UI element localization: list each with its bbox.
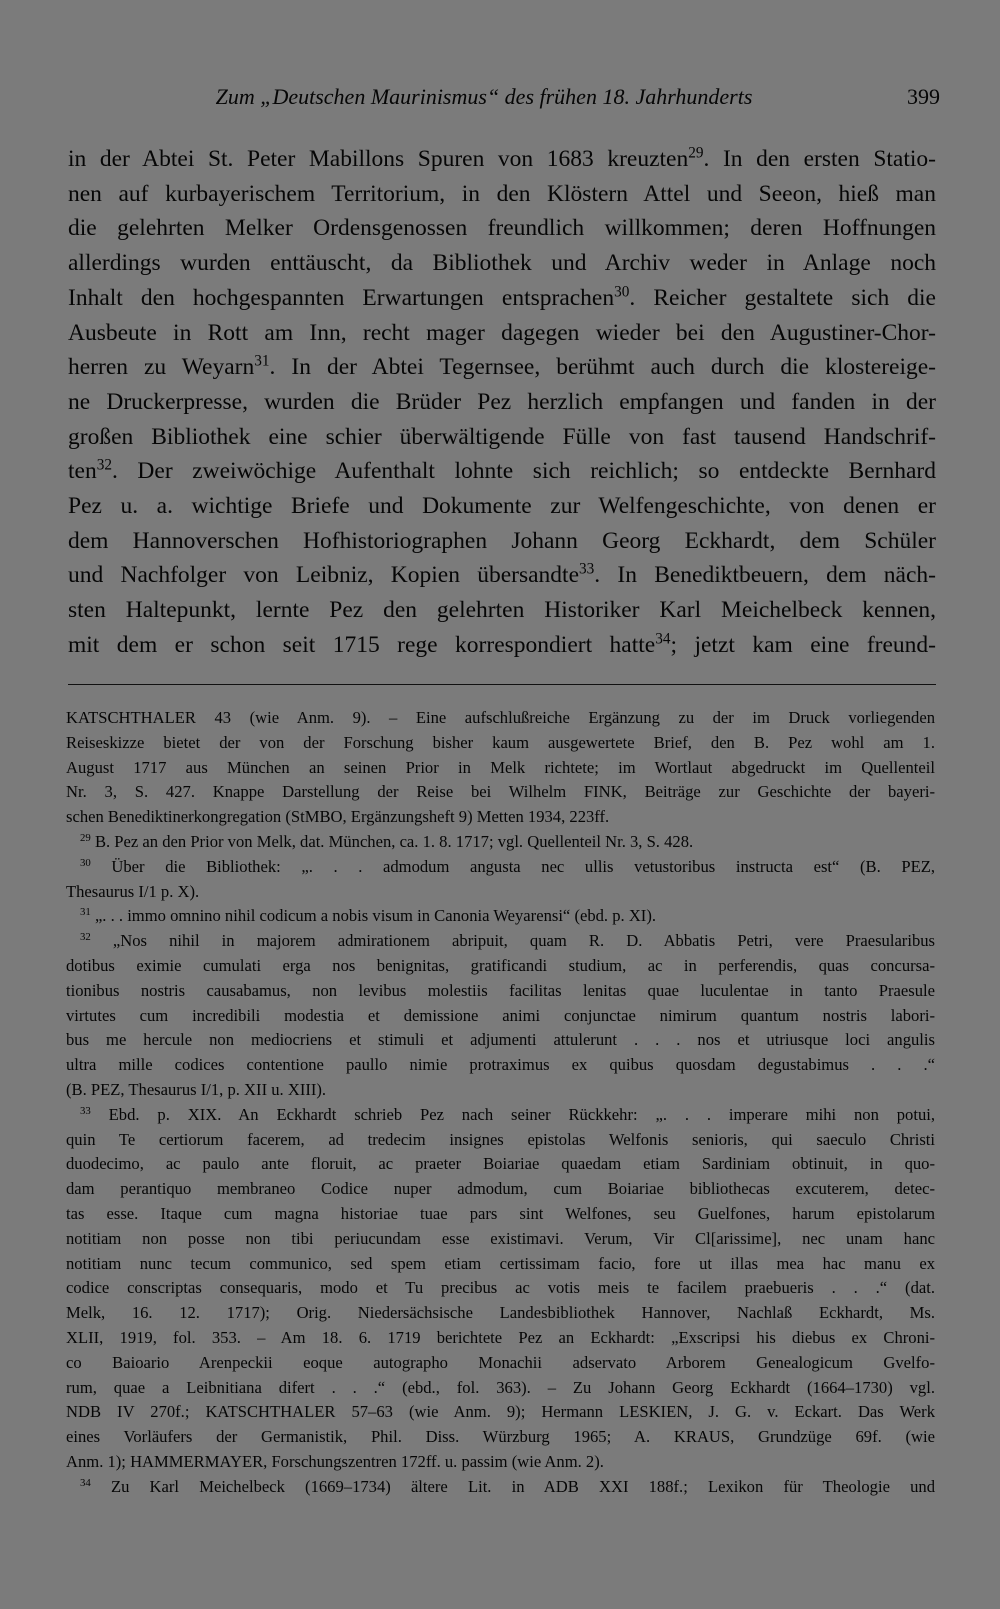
footnote-line <box>66 1078 935 1103</box>
footnote-text: schen Benediktinerkongregation (StMBO, Ergänzungsheft 9) Metten 1934, 223ff. <box>66 807 610 827</box>
footnote-line <box>66 1301 935 1326</box>
body-text-segment: in der Abtei St. Peter Mabillons Spuren von 1683 kreuzten <box>68 146 689 172</box>
footnote-text: XLII, 1919, fol. 353. – Am 18. 6. 1719 berichtete Pez an Eckhardt: „Exscripsi his diebus ex Chroni- <box>66 1328 935 1347</box>
footnote-line <box>66 805 935 830</box>
footnote-line <box>66 1376 935 1401</box>
footnote-marker[interactable]: 32 <box>96 456 112 474</box>
body-text-segment: . Reicher gestaltete sich die <box>629 284 936 311</box>
body-line <box>68 420 936 454</box>
footnote-number: 33 <box>80 1104 91 1117</box>
body-line <box>68 558 936 592</box>
footnote-line <box>66 1326 935 1351</box>
footnote-number: 34 <box>80 1476 91 1489</box>
footnote-line <box>80 1475 935 1500</box>
footnote-line <box>80 929 935 954</box>
footnote-text: „. . . immo omnino nihil codicum a nobis visum in Canonia Weyarensi“ (ebd. p. XI). <box>94 906 657 926</box>
body-text-segment: die gelehrten Melker Ordensgenossen freundlich willkommen; deren Hoffnungen <box>68 215 936 242</box>
footnote-text: Ebd. p. XIX. An Eckhardt schrieb Pez nach seiner Rückkehr: „. . . imperare mihi non potui, <box>108 1104 935 1124</box>
footnote-marker[interactable]: 29 <box>688 144 704 162</box>
footnote-line <box>80 855 935 880</box>
footnote-text: August 1717 aus München an seinen Prior in Melk richtete; im Wortlaut abgedruckt im Quellenteil <box>66 757 935 777</box>
body-text-segment: dem Hannoverschen Hofhistoriographen Johann Georg Eckhardt, dem Schüler <box>68 527 936 554</box>
footnote-marker[interactable]: 34 <box>655 630 671 648</box>
body-line <box>68 316 936 350</box>
footnote-number: 29 <box>80 832 91 845</box>
footnote-text: virtutes cum incredibili modestia et demissione animi conjunctae nimirum quantum nostris labori- <box>66 1005 935 1025</box>
body-text-segment: allerdings wurden enttäuscht, da Bibliothek und Archiv weder in Anlage noch <box>68 250 936 277</box>
footnote-text: quin Te certiorum facerem, ad tredecim insignes epistolas Welfonis senioris, qui saeculo Christi <box>66 1129 935 1149</box>
footnote-text: Thesaurus I/1 p. X). <box>66 881 200 901</box>
footnote-text: Über die Bibliothek: „. . . admodum angusta nec ullis vetustoribus instructa est“ (B. PEZ, <box>111 856 936 876</box>
body-line <box>68 281 936 315</box>
footnote-text: „Nos nihil in majorem admirationem abripuit, quam R. D. Abbatis Petri, vere Praesularibus <box>112 931 935 951</box>
footnote-number: 31 <box>80 906 91 919</box>
footnote-text: Anm. 1); HAMMERMAYER, Forschungszentren 172ff. u. passim (wie Anm. 2). <box>66 1452 604 1471</box>
footnote-text: KATSCHTHALER 43 (wie Anm. 9). – Eine aufschlußreiche Ergänzung zu der im Druck vorliegenden <box>66 708 935 727</box>
body-text-segment: herren zu Weyarn <box>68 354 255 381</box>
footnote-line <box>66 979 935 1004</box>
footnote-text: co Baioario Arenpeckii eoque autographo Monachii adservato Arborem Genealogicum Gvelfo- <box>66 1352 935 1372</box>
body-text-segment: mit dem er schon seit 1715 rege korrespondiert hatte <box>68 631 656 658</box>
footnote-text: Zu Karl Meichelbeck (1669–1734) ältere Lit. in ADB XXI 188f.; Lexikon für Theologie und <box>110 1476 935 1496</box>
footnote-line <box>66 1450 935 1475</box>
body-text-segment: großen Bibliothek eine schier überwältigende Fülle von fast tausend Handschrif- <box>68 423 936 450</box>
footnote-line <box>80 1103 935 1128</box>
body-text-segment: ne Druckerpresse, wurden die Brüder Pez herzlich empfangen und fanden in der <box>68 388 936 415</box>
footnote-text: B. Pez an den Prior von Melk, dat. München, ca. 1. 8. 1717; vgl. Quellenteil Nr. 3, S. 428. <box>94 832 694 851</box>
footnote-line <box>66 1227 935 1252</box>
footnote-text: bus me hercule non mediocriens et stimuli et adjumenti attulerunt . . . nos et utriusque loci angulis <box>66 1030 935 1050</box>
page-number: 399 <box>907 84 940 109</box>
footnote-line <box>66 1053 935 1078</box>
body-line <box>68 142 936 176</box>
body-text-segment: und Nachfolger von Leibniz, Kopien übersandte <box>68 562 580 589</box>
body-line <box>68 524 936 558</box>
footnote-text: notitiam non posse non tibi periucundam esse existimavi. Verum, Vir Cl[arissime], nec unam hanc <box>66 1228 935 1248</box>
footnote-number: 30 <box>80 856 91 869</box>
footnote-marker[interactable]: 30 <box>614 283 630 301</box>
footnote-line <box>66 954 935 979</box>
body-text-segment: . In Benediktbeuern, dem näch- <box>594 562 936 589</box>
footnote-line <box>66 756 935 781</box>
footnote-line <box>80 904 935 929</box>
body-text-segment: ; jetzt kam eine freund- <box>670 631 936 658</box>
body-line <box>68 177 936 211</box>
footnote-line <box>66 1425 935 1450</box>
footnote-number: 32 <box>80 931 91 944</box>
running-header <box>64 80 944 114</box>
footnote-text: rum, quae a Leibnitiana difert . . .“ (ebd., fol. 363). – Zu Johann Georg Eckhardt (1664–1730) vgl. <box>66 1377 935 1397</box>
footnote-line <box>66 731 935 756</box>
footnote-line <box>66 1177 935 1202</box>
body-line <box>68 489 936 523</box>
body-text-segment: . In der Abtei Tegernsee, berühmt auch durch die klostereige- <box>269 354 936 381</box>
footnote-text: duodecimo, ac paulo ante floruit, ac praeter Boiariae quaedam etiam Sardiniam obtinuit, in quo- <box>66 1154 935 1174</box>
footnote-line <box>66 706 935 731</box>
footnote-line <box>66 1351 935 1376</box>
footnote-line <box>66 1028 935 1053</box>
footnote-line <box>66 1152 935 1177</box>
footnote-line <box>66 1252 935 1277</box>
footnote-text: eines Vorläufers der Germanistik, Phil. Diss. Würzburg 1965; A. KRAUS, Grundzüge 69f. (wie <box>66 1427 935 1447</box>
footnote-line <box>80 830 935 855</box>
footnote-text: Melk, 16. 12. 1717); Orig. Niedersächsische Landesbibliothek Hannover, Nachlaß Eckhardt, Ms. <box>66 1303 935 1323</box>
body-line <box>68 350 936 384</box>
running-title: Zum „Deutschen Maurinismus“ des frühen 18. Jahrhunderts <box>215 84 753 109</box>
footnote-text: notitiam nunc tecum communico, sed spem etiam certissimam facio, fore ut illas mea hac manu ex <box>66 1253 935 1273</box>
footnote-line <box>66 880 935 905</box>
footnote-marker[interactable]: 33 <box>579 561 595 578</box>
footnote-marker[interactable]: 31 <box>254 352 270 370</box>
footnote-text: Reiseskizze bietet der von der Forschung bisher kaum ausgewertete Brief, den B. Pez wohl am 1. <box>66 732 935 752</box>
footnote-text: codice conscriptas consequaris, modo et Tu precibus ac votis meis te facilem praebueris . . .“ (dat. <box>66 1278 935 1298</box>
body-text-segment: Pez u. a. wichtige Briefe und Dokumente zur Welfengeschichte, von denen er <box>68 493 936 519</box>
footnote-text: dotibus eximie cumulati erga nos benignitas, gratificandi studium, ac in perferendis, quas concursa- <box>66 956 935 975</box>
body-text-segment: . In den ersten Statio- <box>703 146 936 172</box>
body-text-segment: Ausbeute in Rott am Inn, recht mager dagegen wieder bei den Augustiner-Chor- <box>68 319 936 346</box>
footnote-text: tionibus nostris causabamus, non levibus molestiis facilitas lenitas quae luculentae in tanto Praesule <box>66 980 935 1000</box>
footnote-text: (B. PEZ, Thesaurus I/1, p. XII u. XIII). <box>66 1080 327 1099</box>
body-line <box>68 385 936 419</box>
body-text-segment: ten <box>68 458 97 485</box>
footnote-line <box>66 1276 935 1301</box>
footnote-text: tas esse. Itaque cum magna historiae tuae pars sint Welfones, seu Guelfones, harum epistolarum <box>66 1204 935 1223</box>
body-text-segment: sten Haltepunkt, lernte Pez den gelehrten Historiker Karl Meichelbeck kennen, <box>68 597 936 624</box>
body-text-segment: Inhalt den hochgespannten Erwartungen entsprachen <box>68 284 615 311</box>
footnote-rule <box>68 684 936 685</box>
footnote-line <box>66 780 935 805</box>
body-line <box>68 628 936 662</box>
body-text-segment: . Der zweiwöchige Aufenthalt lohnte sich reichlich; so entdeckte Bernhard <box>111 458 936 485</box>
body-line <box>68 246 936 280</box>
footnote-line <box>66 1400 935 1425</box>
footnote-text: ultra mille codices contentione paullo nimie protraximus ex quibus quosdam degustabimus . . .“ <box>66 1055 935 1075</box>
footnote-line <box>66 1202 935 1227</box>
footnote-text: dam perantiquo membraneo Codice nuper admodum, cum Boiariae bibliothecas excuterem, detec- <box>66 1179 935 1199</box>
footnote-line <box>66 1128 935 1153</box>
body-line <box>68 211 936 245</box>
footnote-text: NDB IV 270f.; KATSCHTHALER 57–63 (wie Anm. 9); Hermann LESKIEN, J. G. v. Eckart. Das Werk <box>66 1402 935 1422</box>
footnote-line <box>66 1004 935 1029</box>
body-text-segment: nen auf kurbayerischem Territorium, in den Klöstern Attel und Seeon, hieß man <box>68 180 936 207</box>
body-line <box>68 454 936 488</box>
body-line <box>68 593 936 627</box>
footnote-text: Nr. 3, S. 427. Knappe Darstellung der Reise bei Wilhelm FINK, Beiträge zur Geschichte der bayeri- <box>66 782 935 802</box>
